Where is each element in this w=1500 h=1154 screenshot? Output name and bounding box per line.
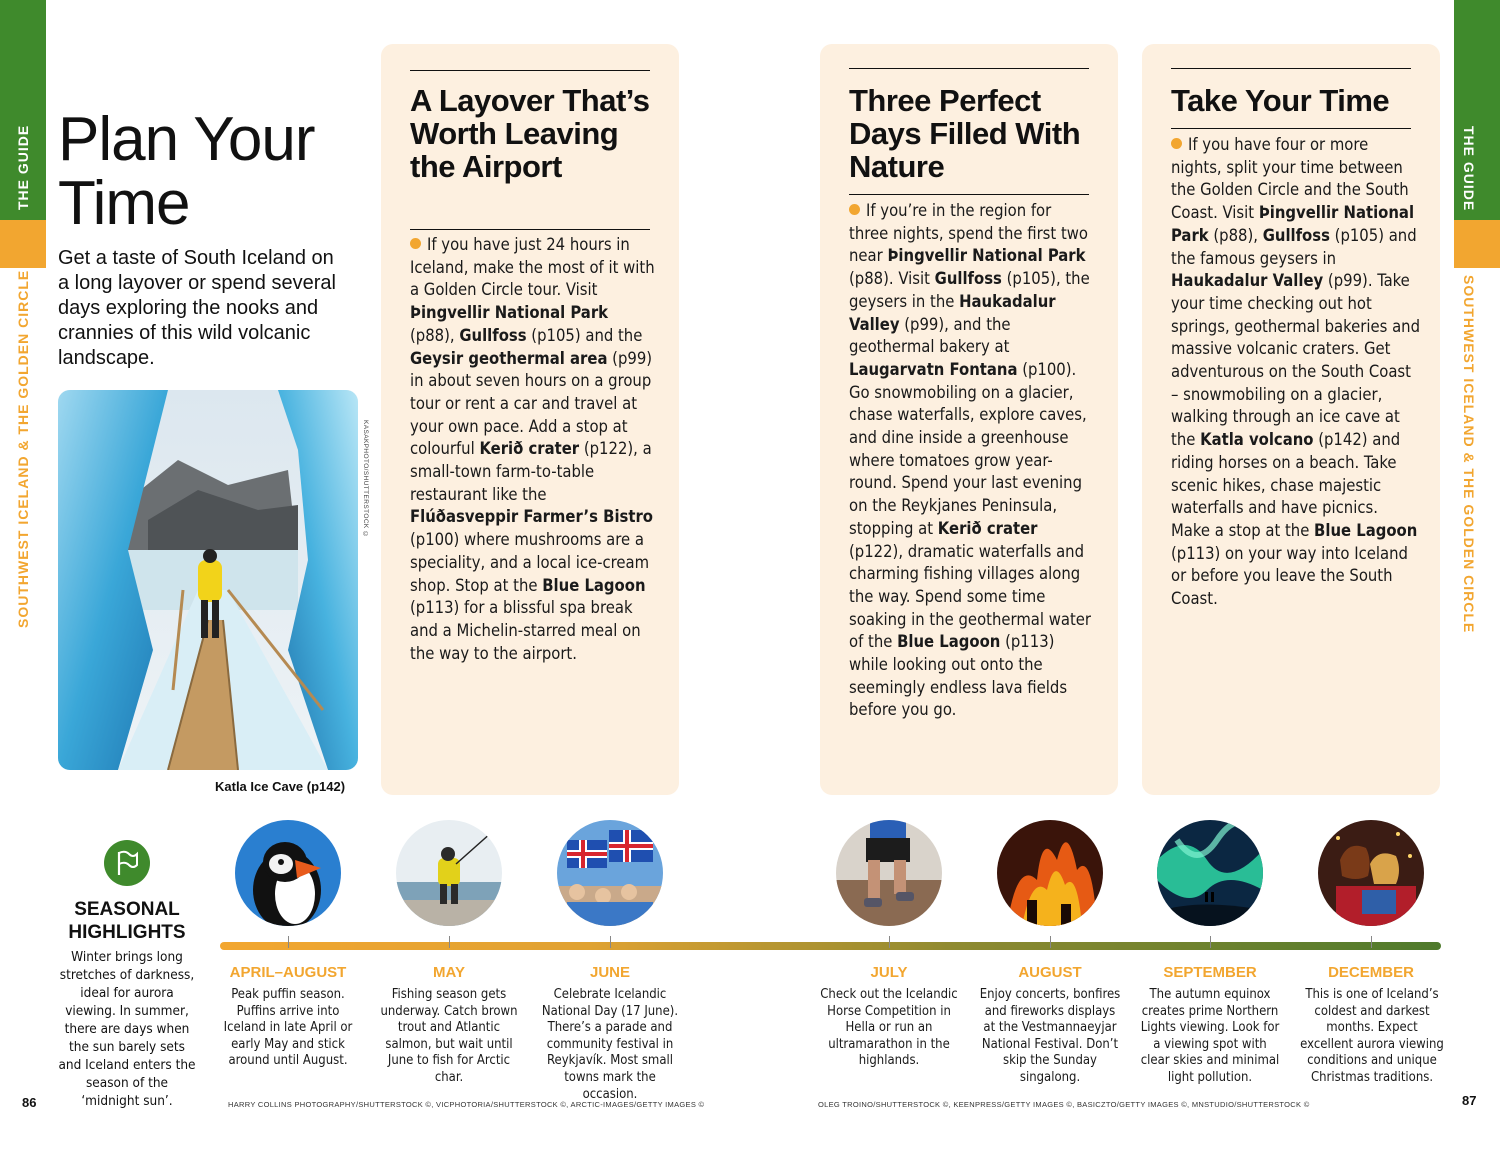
left-section-label: SOUTHWEST ICELAND & THE GOLDEN CIRCLE [15,270,31,629]
body-text: (p99) in about seven hours on a group tour or rent a car and travel at your own pace. Add a stop at colourful [410,348,653,459]
page-title-line2: Time [58,169,190,238]
right-section-label: SOUTHWEST ICELAND & THE GOLDEN CIRCLE [1461,275,1477,634]
flag-icon [104,840,150,886]
place-name: Laugarvatn Fontana [849,359,1018,379]
body-text: (p99). Take your time checking out hot springs, geothermal bakeries and massive volcanic craters. Get adventurous on the South Coast – snowmobiling on a glacier, walking through an ice cave at the [1171,271,1420,450]
body-text: (p100) where mushrooms are a speciality, and a local ice-cream shop. Stop at the [410,530,650,595]
month-image-puffin [235,820,341,926]
timeline-tick [449,936,450,948]
card-layover-title-rule [410,229,650,230]
body-text: If you have four or more nights, split your time between the Golden Circle and the South Coast. Visit [1171,135,1409,223]
place-name: Gullfoss [459,325,527,345]
right-orange-tab [1454,220,1500,268]
month-name: SEPTEMBER [1163,964,1257,981]
intro-text: Get a taste of South Iceland on a long layover or spend several days exploring the nooks and crannies of this wild volcanic landscape. [58,247,336,369]
timeline-tick [1210,936,1211,948]
body-text: If you have just 24 hours in Iceland, make the most of it with a Golden Circle tour. Visit [410,235,655,300]
bullet-dot-icon [1171,138,1182,149]
month-name: APRIL–AUGUST [229,964,347,981]
photo-credit: KASAKPHOTO/SHUTTERSTOCK © [362,420,369,539]
card-three-days-title-rule [849,194,1089,195]
month-description: This is one of Iceland’s coldest and darkest months. Expect excellent aurora viewing conditions and unique Christmas traditions. [1300,987,1444,1085]
body-text: (p88), [1208,225,1263,245]
photo-credits-right: OLEG TROINO/SHUTTERSTOCK ©, KEENPRESS/GETTY IMAGES ©, BASICZTO/GETTY IMAGES ©, MNSTUDIO/SHUTTERSTOCK © [818,1100,1310,1109]
place-name: Haukadalur Valley [849,291,1056,334]
body-text: (p142) and riding horses on a beach. Take scenic hikes, chase majestic waterfalls and have picnics. Make a stop at the [1171,430,1401,540]
photo-credits-left: HARRY COLLINS PHOTOGRAPHY/SHUTTERSTOCK ©, VICPHOTORIA/SHUTTERSTOCK ©, ARCTIC-IMAGES/GETTY IMAGES © [228,1100,705,1109]
month-name: AUGUST [1018,964,1082,981]
bullet-dot-icon [849,204,860,215]
photo-caption: Katla Ice Cave (p142) [215,779,346,794]
month-description: The autumn equinox creates prime Northern Lights viewing. Look for a viewing spot with clear skies and minimal light pollution. [1140,987,1280,1085]
card-take-your-time-body [1171,134,1421,611]
place-name: Þingvellir National Park [887,246,1086,266]
month-name: MAY [433,964,465,981]
card-take-your-time-title-rule [1171,128,1411,129]
card-three-days-title: Three Perfect Days Filled With Nature [849,83,1081,184]
month-description: Check out the Icelandic Horse Competition in Hella or run an ultramarathon in the highlands. [820,987,958,1069]
card-layover-title: A Layover That’s Worth Leaving the Airport [410,83,650,184]
body-text: (p113) while looking out onto the seemingly endless lava fields before you go. [849,632,1068,720]
body-text: (p105) and the famous geysers in [1171,225,1417,268]
month-name: JUNE [589,964,630,981]
body-text: (p113) for a blissful spa break and a Michelin-starred meal on the way to the airport. [410,598,641,663]
body-text: (p88). Visit [849,269,935,289]
body-text: (p122), a small-town farm-to-table restaurant like the [410,439,652,504]
month-image-flags [557,820,663,926]
card-layover-top-rule [410,70,650,71]
place-name: Haukadalur Valley [1171,271,1324,291]
timeline-tick [889,936,890,948]
month-image-bonfire [997,820,1103,926]
month-description: Fishing season gets underway. Catch brown trout and Atlantic salmon, but wait until June to fish for Arctic char. [380,987,518,1085]
card-three-days-body [849,200,1094,722]
timeline-tick [288,936,289,948]
ice-cave-photo [58,390,358,770]
timeline-tick [1050,936,1051,948]
body-text: (p122), dramatic waterfalls and charming fishing villages along the way. Spend some time soaking in the geothermal water of the [849,541,1092,652]
body-text: (p105) and the [526,325,643,345]
card-take-your-time-top-rule [1171,68,1411,69]
seasonal-heading-line2: HIGHLIGHTS [68,922,186,943]
place-name: Blue Lagoon [897,632,1001,652]
place-name: Þingvellir National Park [410,303,609,323]
month-description: Enjoy concerts, bonfires and fireworks displays at the Vestmannaeyjar National Festival. Don’t skip the Sunday singalong. [979,987,1121,1085]
body-text: (p88), [410,325,460,345]
right-guide-tab-label: THE GUIDE [1461,126,1477,212]
month-name: JULY [870,964,908,981]
month-name: DECEMBER [1328,964,1414,981]
place-name: Kerið crater [937,518,1038,538]
month-description: Celebrate Icelandic National Day (17 June). There’s a parade and community festival in Reykjavík. Most small towns mark the occasion. [541,987,679,1102]
month-image-fisherman [396,820,502,926]
place-name: Blue Lagoon [1314,520,1418,540]
page-title [58,105,368,238]
body-text: (p113) on your way into Iceland or before you leave the South Coast. [1171,543,1408,609]
place-name: Flúðasveppir Farmer’s Bistro [410,507,653,527]
page-number-left: 86 [22,1095,37,1110]
place-name: Blue Lagoon [542,575,646,595]
month-description: Peak puffin season. Puffins arrive into Iceland in late April or early May and stick around until August. [223,987,353,1069]
place-name: Gullfoss [934,269,1002,289]
place-name: Katla volcano [1200,430,1314,450]
card-take-your-time-title: Take Your Time [1171,83,1390,118]
seasonal-text: Winter brings long stretches of darkness, ideal for aurora viewing. In summer, there are days when the sun barely sets and Iceland enters the season of the ‘midnight sun’. [58,949,196,1109]
timeline-tick [610,936,611,948]
place-name: Kerið crater [479,439,580,459]
left-orange-tab [0,220,46,268]
timeline-tick [1371,936,1372,948]
body-text: (p100). Go snowmobiling on a glacier, chase waterfalls, explore caves, and dine inside a greenhouse where tomatoes grow year-round. Spend your last evening on the Reykjanes Peninsula, stopping at [849,359,1087,538]
body-text: If you’re in the region for three nights, spend the first two near [849,201,1088,266]
seasonal-heading [56,898,198,944]
body-text: (p105), the geysers in the [849,269,1090,311]
month-image-runner [836,820,942,926]
page-number-right: 87 [1462,1093,1477,1108]
month-image-aurora [1157,820,1263,926]
seasonal-heading-line1: SEASONAL [74,899,180,920]
place-name: Geysir geothermal area [410,348,608,368]
place-name: Þingvellir National Park [1171,203,1415,245]
page-title-line1: Plan Your [58,105,315,174]
timeline-bar [220,942,1441,950]
month-image-christmas [1318,820,1424,926]
place-name: Gullfoss [1262,225,1330,245]
card-layover-body [410,234,655,665]
body-text: (p99), and the geothermal bakery at [849,314,1011,357]
bullet-dot-icon [410,238,421,249]
ice-cave-illustration [58,390,358,770]
left-guide-tab-label: THE GUIDE [15,124,31,210]
card-three-days-top-rule [849,68,1089,69]
